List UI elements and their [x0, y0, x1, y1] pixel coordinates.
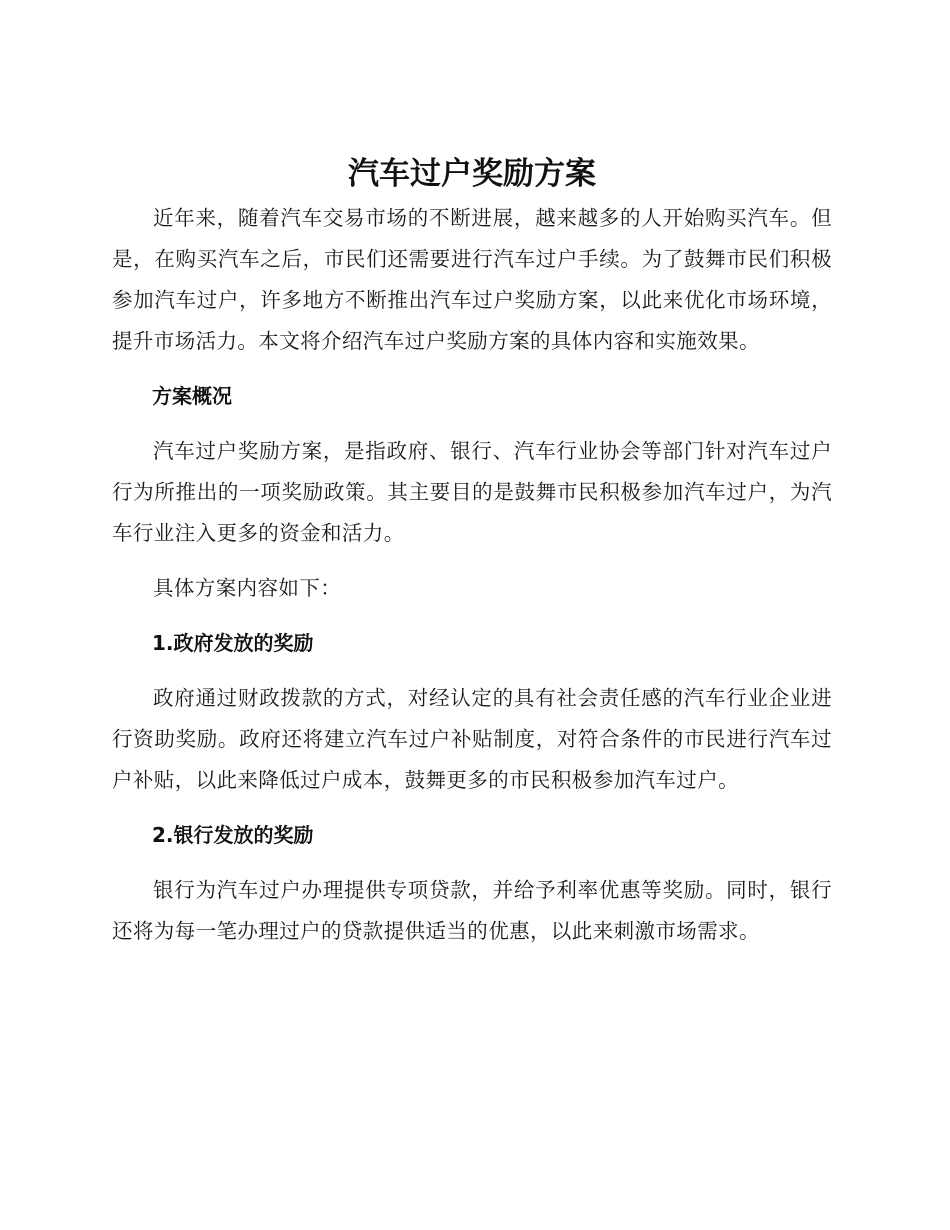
spacer	[112, 554, 832, 568]
section-heading-overview: 方案概况	[152, 384, 232, 408]
bank-paragraph: 银行为汽车过户办理提供专项贷款，并给予利率优惠等奖励。同时，银行还将为每一笔办理过户的贷款提供适当的优惠，以此来刺激市场需求。	[112, 878, 832, 943]
section-heading-bank: 2.银行发放的奖励	[152, 823, 314, 847]
spacer	[112, 801, 832, 815]
section-heading-government: 1.政府发放的奖励	[152, 631, 314, 655]
document-title: 汽车过户奖励方案	[348, 156, 596, 192]
overview-paragraph: 汽车过户奖励方案，是指政府、银行、汽车行业协会等部门针对汽车过户行为所推出的一项奖励政策。其主要目的是鼓舞市民积极参加汽车过户，为汽车行业注入更多的资金和活力。	[112, 439, 832, 545]
document-page	[112, 150, 832, 952]
spacer	[112, 856, 832, 870]
spacer	[112, 417, 832, 431]
spacer	[112, 664, 832, 678]
spacer	[112, 362, 832, 376]
spacer	[112, 609, 832, 623]
intro-paragraph: 近年来，随着汽车交易市场的不断进展，越来越多的人开始购买汽车。但是，在购买汽车之后，市民们还需要进行汽车过户手续。为了鼓舞市民们积极参加汽车过户，许多地方不断推出汽车过户奖励方案，以此来优化市场环境，提升市场活力。本文将介绍汽车过户奖励方案的具体内容和实施效果。	[112, 206, 832, 353]
overview-lead-paragraph: 具体方案内容如下：	[153, 576, 342, 600]
government-paragraph: 政府通过财政拨款的方式，对经认定的具有社会责任感的汽车行业企业进行资助奖励。政府还将建立汽车过户补贴制度，对符合条件的市民进行汽车过户补贴，以此来降低过户成本，鼓舞更多的市民积极参加汽车过户。	[112, 686, 832, 792]
